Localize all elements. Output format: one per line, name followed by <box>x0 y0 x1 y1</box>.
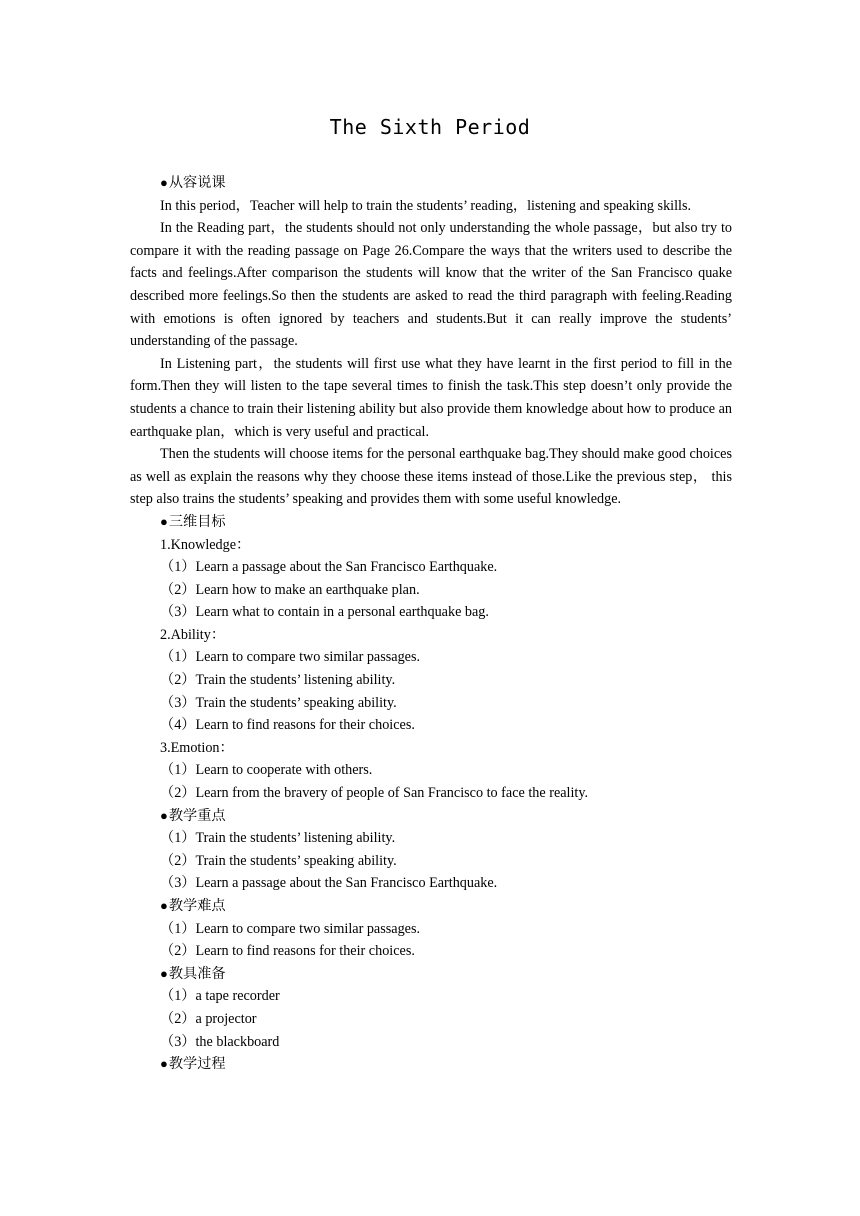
paragraph: Then the students will choose items for the personal earthquake bag.They should make good choices as well as explain the reasons why they choose these items instead of those.Like the previous step， this step also trains the students’ speaking and provides them with some useful knowledge. <box>130 446 732 508</box>
list-item: （1）Learn to compare two similar passages. <box>160 649 421 666</box>
bullet-icon: ● <box>160 175 168 190</box>
list-item: （2）Learn from the bravery of people of San Francisco to face the reality. <box>160 785 589 802</box>
list-item: （3）Learn a passage about the San Francisco Earthquake. <box>160 875 498 892</box>
section-heading-intro: ●从容说课 <box>160 175 226 191</box>
bullet-icon: ● <box>160 807 168 823</box>
list-item: （2）Learn how to make an earthquake plan. <box>160 581 420 598</box>
section-heading-key-points: ●教学重点 <box>160 807 226 824</box>
paragraph: In the Reading part，the students should not only understanding the whole passage，but also try to compare it with the reading passage on Page 26.Compare the ways that the writers used to describe the facts and feelings.After comparison the students will know that the writer of the San Francisco quake described more feelings.So then the students are asked to read the third paragraph with feeling.Reading with emotions is often ignored by teachers and students.But it can really improve the students’ understanding of the passage. <box>130 220 732 350</box>
list-item: （3）Train the students’ speaking ability. <box>160 694 397 711</box>
paragraph: In Listening part，the students will first use what they have learnt in the first period to fill in the form.Then they will listen to the tape several times to finish the task.This step doesn’t only provide the students a chance to train their listening ability but also provide them knowledge about how to produce an earthquake plan，which is very useful and practical. <box>130 355 732 440</box>
list-item: （1）Learn to cooperate with others. <box>160 762 373 779</box>
list-item: （2）a projector <box>160 1010 257 1027</box>
list-item: （3）the blackboard <box>160 1033 280 1050</box>
document-body <box>130 172 732 1076</box>
subheading-ability: 2.Ability： <box>160 626 226 643</box>
list-item: （2）Train the students’ speaking ability. <box>160 852 397 869</box>
paragraph: In this period，Teacher will help to train the students’ reading，listening and speaking skills. <box>160 197 692 214</box>
bullet-icon: ● <box>160 513 168 529</box>
list-item: （3）Learn what to contain in a personal earthquake bag. <box>160 604 489 621</box>
list-item: （1）Train the students’ listening ability. <box>160 830 396 847</box>
section-heading-difficulties: ●教学难点 <box>160 898 226 914</box>
list-item: （1）a tape recorder <box>160 988 280 1005</box>
bullet-icon: ● <box>160 965 168 981</box>
subheading-knowledge: 1.Knowledge： <box>160 536 251 553</box>
list-item: （4）Learn to find reasons for their choices. <box>160 717 415 734</box>
list-item: （2）Learn to find reasons for their choices. <box>160 943 415 960</box>
list-item: （1）Learn a passage about the San Francisco Earthquake. <box>160 559 498 576</box>
list-item: （2）Train the students’ listening ability. <box>160 672 396 689</box>
section-heading-objectives: ●三维目标 <box>160 513 226 530</box>
page-title: The Sixth Period <box>329 115 531 139</box>
bullet-icon: ● <box>160 898 168 913</box>
bullet-icon: ● <box>160 1056 168 1072</box>
list-item: （1）Learn to compare two similar passages. <box>160 920 421 937</box>
section-heading-process: ●教学过程 <box>160 1056 226 1073</box>
section-heading-aids: ●教具准备 <box>160 965 226 982</box>
subheading-emotion: 3.Emotion： <box>160 739 234 756</box>
